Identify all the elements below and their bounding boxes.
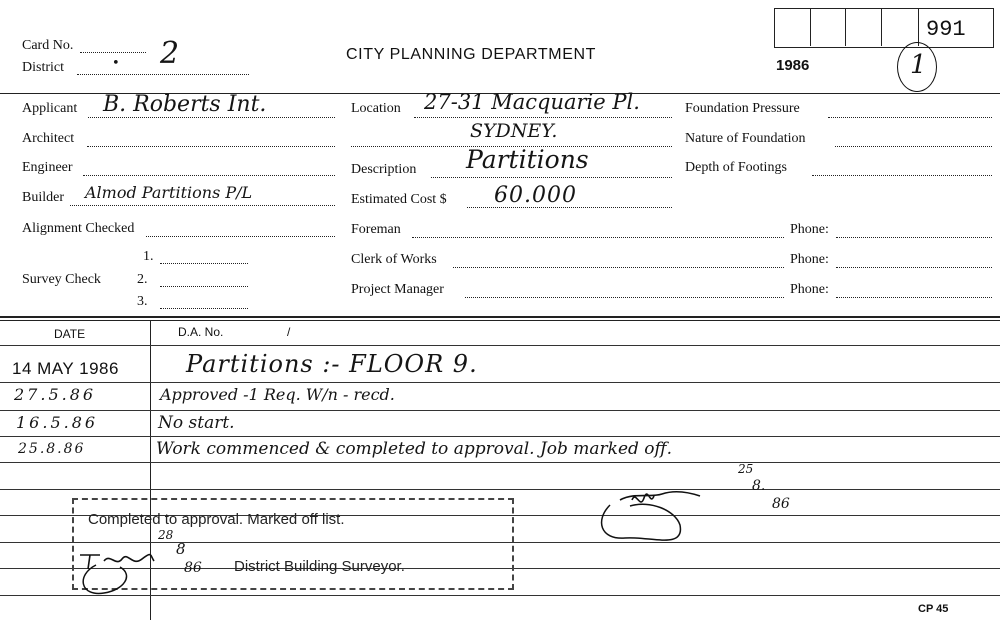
nature-foundation-label: Nature of Foundation xyxy=(685,131,806,146)
phone-label-1: Phone: xyxy=(790,222,829,237)
file-box-divider-4 xyxy=(918,8,919,46)
survey-item-2: 2. xyxy=(137,272,148,287)
file-number: 991 xyxy=(926,17,966,42)
engineer-dots xyxy=(83,175,335,176)
entry-text-3: No start. xyxy=(158,413,235,433)
stamp-signature-scribble xyxy=(74,535,174,605)
location-label: Location xyxy=(351,101,401,116)
cost-value: 60.000 xyxy=(494,183,577,208)
engineer-label: Engineer xyxy=(22,160,73,175)
clerk-dots xyxy=(453,267,784,268)
survey-item-3: 3. xyxy=(137,294,148,309)
applicant-dots xyxy=(88,117,335,118)
entry-text-4: Work commenced & completed to approval. Job marked off. xyxy=(156,439,672,459)
entry-date-4: 25.8.86 xyxy=(18,441,86,457)
form-code: CP 45 xyxy=(918,603,949,615)
ruled-line-1 xyxy=(0,382,1000,383)
survey-item-1: 1. xyxy=(143,249,154,264)
file-box-divider-3 xyxy=(881,8,882,46)
stamp-date-year: 86 xyxy=(184,560,202,576)
signature-date-day: 25 xyxy=(738,462,754,476)
signature-date-year: 86 xyxy=(772,496,790,512)
da-header: D.A. No. xyxy=(178,325,224,339)
card-no-value: 2 xyxy=(160,36,180,71)
alignment-label: Alignment Checked xyxy=(22,221,135,236)
phone-label-2: Phone: xyxy=(790,252,829,267)
cost-label: Estimated Cost $ xyxy=(351,192,447,207)
description-value: Partitions xyxy=(466,145,589,174)
section-rule-top xyxy=(0,316,1000,318)
phone-dots-1 xyxy=(836,237,992,238)
pm-dots xyxy=(465,297,784,298)
applicant-label: Applicant xyxy=(22,101,78,116)
phone-label-3: Phone: xyxy=(790,282,829,297)
ruled-line-5 xyxy=(0,489,1000,490)
builder-dots xyxy=(70,205,335,206)
entry-date-2: 27.5.86 xyxy=(14,385,97,404)
builder-label: Builder xyxy=(22,190,64,205)
foreman-dots xyxy=(412,237,784,238)
ruled-line-3 xyxy=(0,436,1000,437)
clerk-label: Clerk of Works xyxy=(351,252,437,267)
stamp-date-day: 28 xyxy=(158,528,174,542)
district-dots xyxy=(77,74,249,75)
stamp-line-1: Completed to approval. Marked off list. xyxy=(88,511,345,528)
signature-date-month: 8. xyxy=(752,478,766,494)
file-box-divider-1 xyxy=(810,8,811,46)
survey-dots-2 xyxy=(160,286,248,287)
phone-dots-3 xyxy=(836,297,992,298)
department-title: CITY PLANNING DEPARTMENT xyxy=(346,46,596,63)
architect-label: Architect xyxy=(22,131,75,146)
year-label: 1986 xyxy=(776,57,810,74)
district-value: • xyxy=(112,56,120,71)
entry-date-3: 16.5.86 xyxy=(16,413,99,432)
location-value-1: 27-31 Macquarie Pl. xyxy=(424,90,640,114)
ruled-line-4 xyxy=(0,462,1000,463)
depth-footings-label: Depth of Footings xyxy=(685,160,787,175)
description-dots xyxy=(431,177,672,178)
pm-label: Project Manager xyxy=(351,282,444,297)
description-label: Description xyxy=(351,162,417,177)
builder-value: Almod Partitions P/L xyxy=(85,183,253,202)
location-dots xyxy=(414,117,672,118)
entry-text-1: Partitions :- FLOOR 9. xyxy=(186,350,478,378)
entry-date-1: 14 MAY 1986 xyxy=(12,359,119,378)
stamp-date-month: 8 xyxy=(176,540,186,558)
foreman-label: Foreman xyxy=(351,222,401,237)
ruled-line-2 xyxy=(0,410,1000,411)
district-label: District xyxy=(22,60,64,75)
architect-dots xyxy=(87,146,335,147)
foundation-pressure-dots xyxy=(828,117,992,118)
survey-dots-1 xyxy=(160,263,248,264)
signature-scribble xyxy=(590,470,740,555)
ruled-line-0 xyxy=(0,345,1000,346)
file-box-divider-2 xyxy=(845,8,846,46)
depth-footings-dots xyxy=(812,175,992,176)
stamp-title: District Building Surveyor. xyxy=(234,558,405,575)
nature-foundation-dots xyxy=(835,146,992,147)
entry-text-2: Approved -1 Req. W/n - recd. xyxy=(160,385,395,404)
card-no-dots xyxy=(80,52,146,53)
card-no-label: Card No. xyxy=(22,38,74,53)
circled-number: 1 xyxy=(910,50,927,80)
phone-dots-2 xyxy=(836,267,992,268)
foundation-pressure-label: Foundation Pressure xyxy=(685,101,800,116)
date-header: DATE xyxy=(54,327,86,341)
da-slash: / xyxy=(287,325,291,339)
survey-label: Survey Check xyxy=(22,272,101,287)
alignment-dots xyxy=(146,236,335,237)
survey-dots-3 xyxy=(160,308,248,309)
applicant-value: B. Roberts Int. xyxy=(103,92,267,117)
location-value-2: SYDNEY. xyxy=(470,120,558,142)
